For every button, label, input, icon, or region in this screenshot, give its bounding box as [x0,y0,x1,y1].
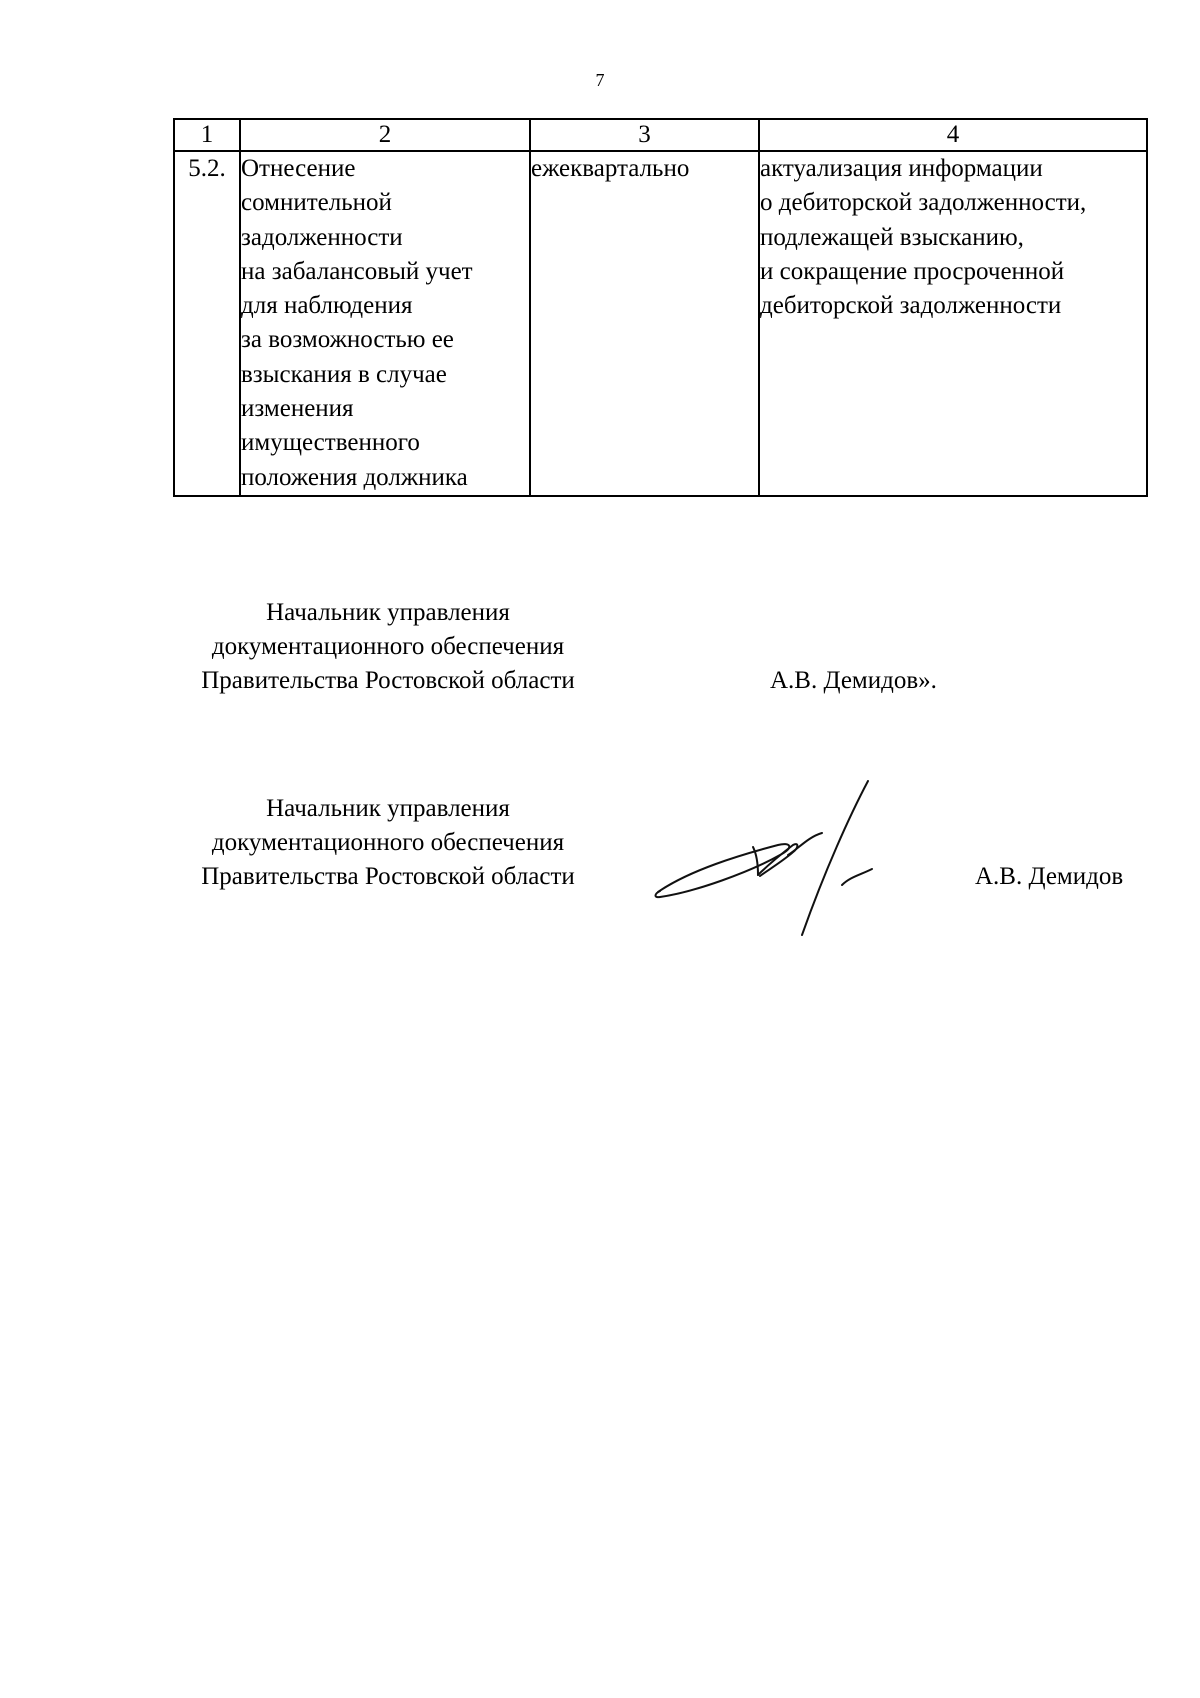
measure-line: положения должника [241,463,468,491]
official-name-1: А.В. Демидов». [770,667,937,694]
result-line: дебиторской задолженности [760,292,1062,320]
column-header-1: 1 [174,119,240,151]
measure-line: изменения [241,395,354,423]
title-line: Начальник управления [266,795,510,822]
column-header-2: 2 [240,119,530,151]
measure-line: сомнительной [241,189,392,217]
table-header-row [174,119,1147,151]
column-header-4: 4 [759,119,1147,151]
title-line: Правительства Ростовской области [201,667,575,694]
official-name-2: А.В. Демидов [975,863,1124,890]
result-line: актуализация информации [760,155,1043,182]
result-line: подлежащей взысканию, [760,223,1024,251]
period-cell: ежеквартально [530,151,759,496]
table-row [174,151,1147,496]
result-line: и сокращение просроченной [760,257,1065,285]
measure-line: задолженности [241,223,403,251]
official-title [173,596,603,698]
measure-line: на забалансовый учет [241,257,473,285]
result-line: о дебиторской задолженности, [760,189,1087,217]
measure-line: для наблюдения [241,292,413,320]
measure-line: Отнесение [241,155,356,182]
measures-table [173,118,1148,497]
row-number: 5.2. [174,151,240,496]
measure-cell [240,151,530,496]
signature-block-2 [173,792,603,894]
measure-line: за возможностью ее [241,326,454,354]
signature-block-1 [173,596,603,698]
official-title [173,792,603,894]
handwritten-signature [650,775,930,940]
result-cell [759,151,1147,496]
title-line: Начальник управления [266,599,510,626]
title-line: документационного обеспечения [211,633,565,660]
measure-line: взыскания в случае [241,360,447,388]
measure-line: имущественного [241,429,420,457]
column-header-3: 3 [530,119,759,151]
title-line: Правительства Ростовской области [201,863,575,890]
page-number: 7 [595,70,605,90]
title-line: документационного обеспечения [211,829,565,856]
